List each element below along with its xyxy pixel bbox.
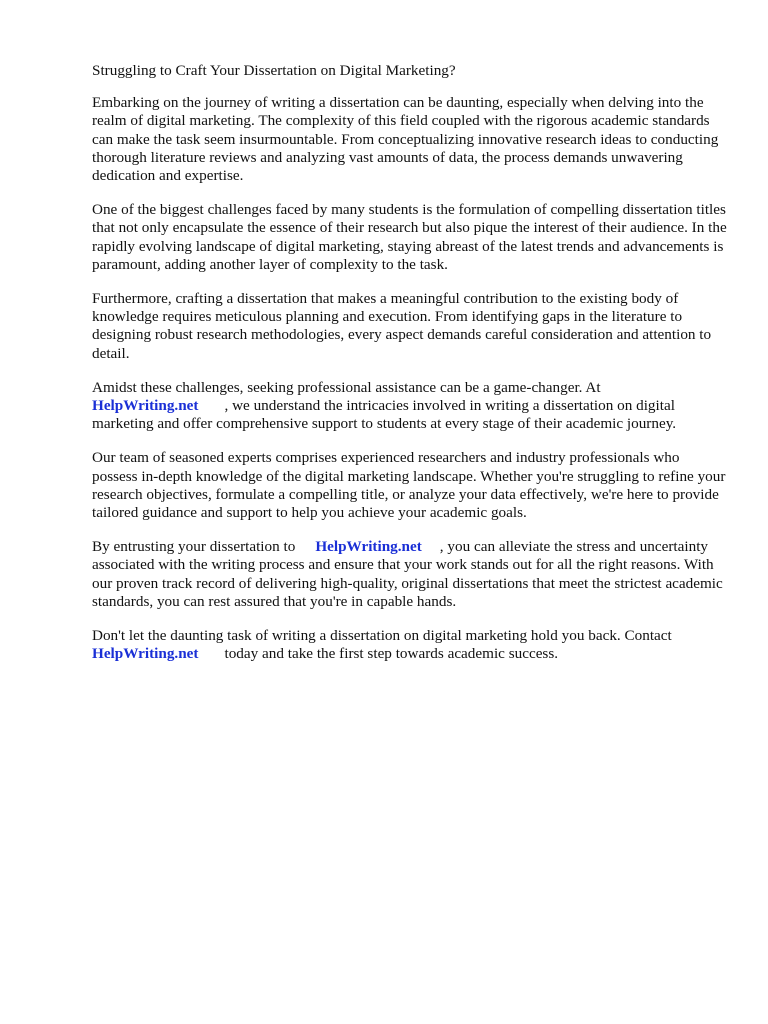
document-title: Struggling to Craft Your Dissertation on Digital Marketing? [92, 62, 456, 79]
paragraph-contact [92, 627, 728, 663]
helpwriting-link-2[interactable]: HelpWriting.net [315, 538, 422, 556]
helpwriting-link-3[interactable]: HelpWriting.net [92, 645, 199, 663]
paragraph-assistance-rest: , we understand the intricacies involved in writing a dissertation on digital marketing and offer comprehensive support to students at every stage of their academic journey. [92, 397, 677, 433]
paragraph-assistance-lead: Amidst these challenges, seeking professional assistance can be a game-changer. At [92, 378, 601, 396]
document-page [92, 62, 728, 679]
paragraph-furthermore: Furthermore, crafting a dissertation that makes a meaningful contribution to the existing body of knowledge requires meticulous planning and execution. From identifying gaps in the literature to designing robust research methodologies, every aspect demands careful consideration and attention to detail. [92, 290, 712, 362]
paragraph-intro: Embarking on the journey of writing a dissertation can be daunting, especially when delving into the realm of digital marketing. The complexity of this field coupled with the rigorous academic standards can make the task seem insurmountable. From conceptualizing innovative research ideas to conducting thorough literature reviews and analyzing vast amounts of data, the process demands unwavering dedication and expertise. [92, 94, 719, 185]
helpwriting-link-1[interactable]: HelpWriting.net [92, 397, 199, 415]
paragraph-contact-rest: today and take the first step towards academic success. [224, 645, 559, 663]
paragraph-assistance [92, 379, 728, 434]
paragraph-team: Our team of seasoned experts comprises experienced researchers and industry professionals who possess in-depth knowledge of the digital marketing landscape. Whether you're struggling to refine your research objectives, formulate a compelling title, or analyze your data effectively, we're here to provide tailored guidance and support to help you achieve your academic goals. [92, 449, 726, 522]
paragraph-entrusting-rest: , you can alleviate the stress and uncertainty associated with the writing process and ensure that your work stands out for all the right reasons. With our proven track record of delivering high-quality, original dissertations that meet the strictest academic standards, you can rest assured that you're in capable hands. [92, 538, 723, 610]
paragraph-entrusting-lead: By entrusting your dissertation to [92, 538, 296, 556]
paragraph-contact-lead: Don't let the daunting task of writing a dissertation on digital marketing hold you back. Contact [92, 627, 672, 645]
paragraph-challenges: One of the biggest challenges faced by many students is the formulation of compelling dissertation titles that not only encapsulate the essence of their research but also pique the interest of their audience. In the rapidly evolving landscape of digital marketing, staying abreast of the latest trends and advancements is paramount, adding another layer of complexity to the task. [92, 201, 727, 273]
paragraph-entrusting [92, 538, 728, 611]
